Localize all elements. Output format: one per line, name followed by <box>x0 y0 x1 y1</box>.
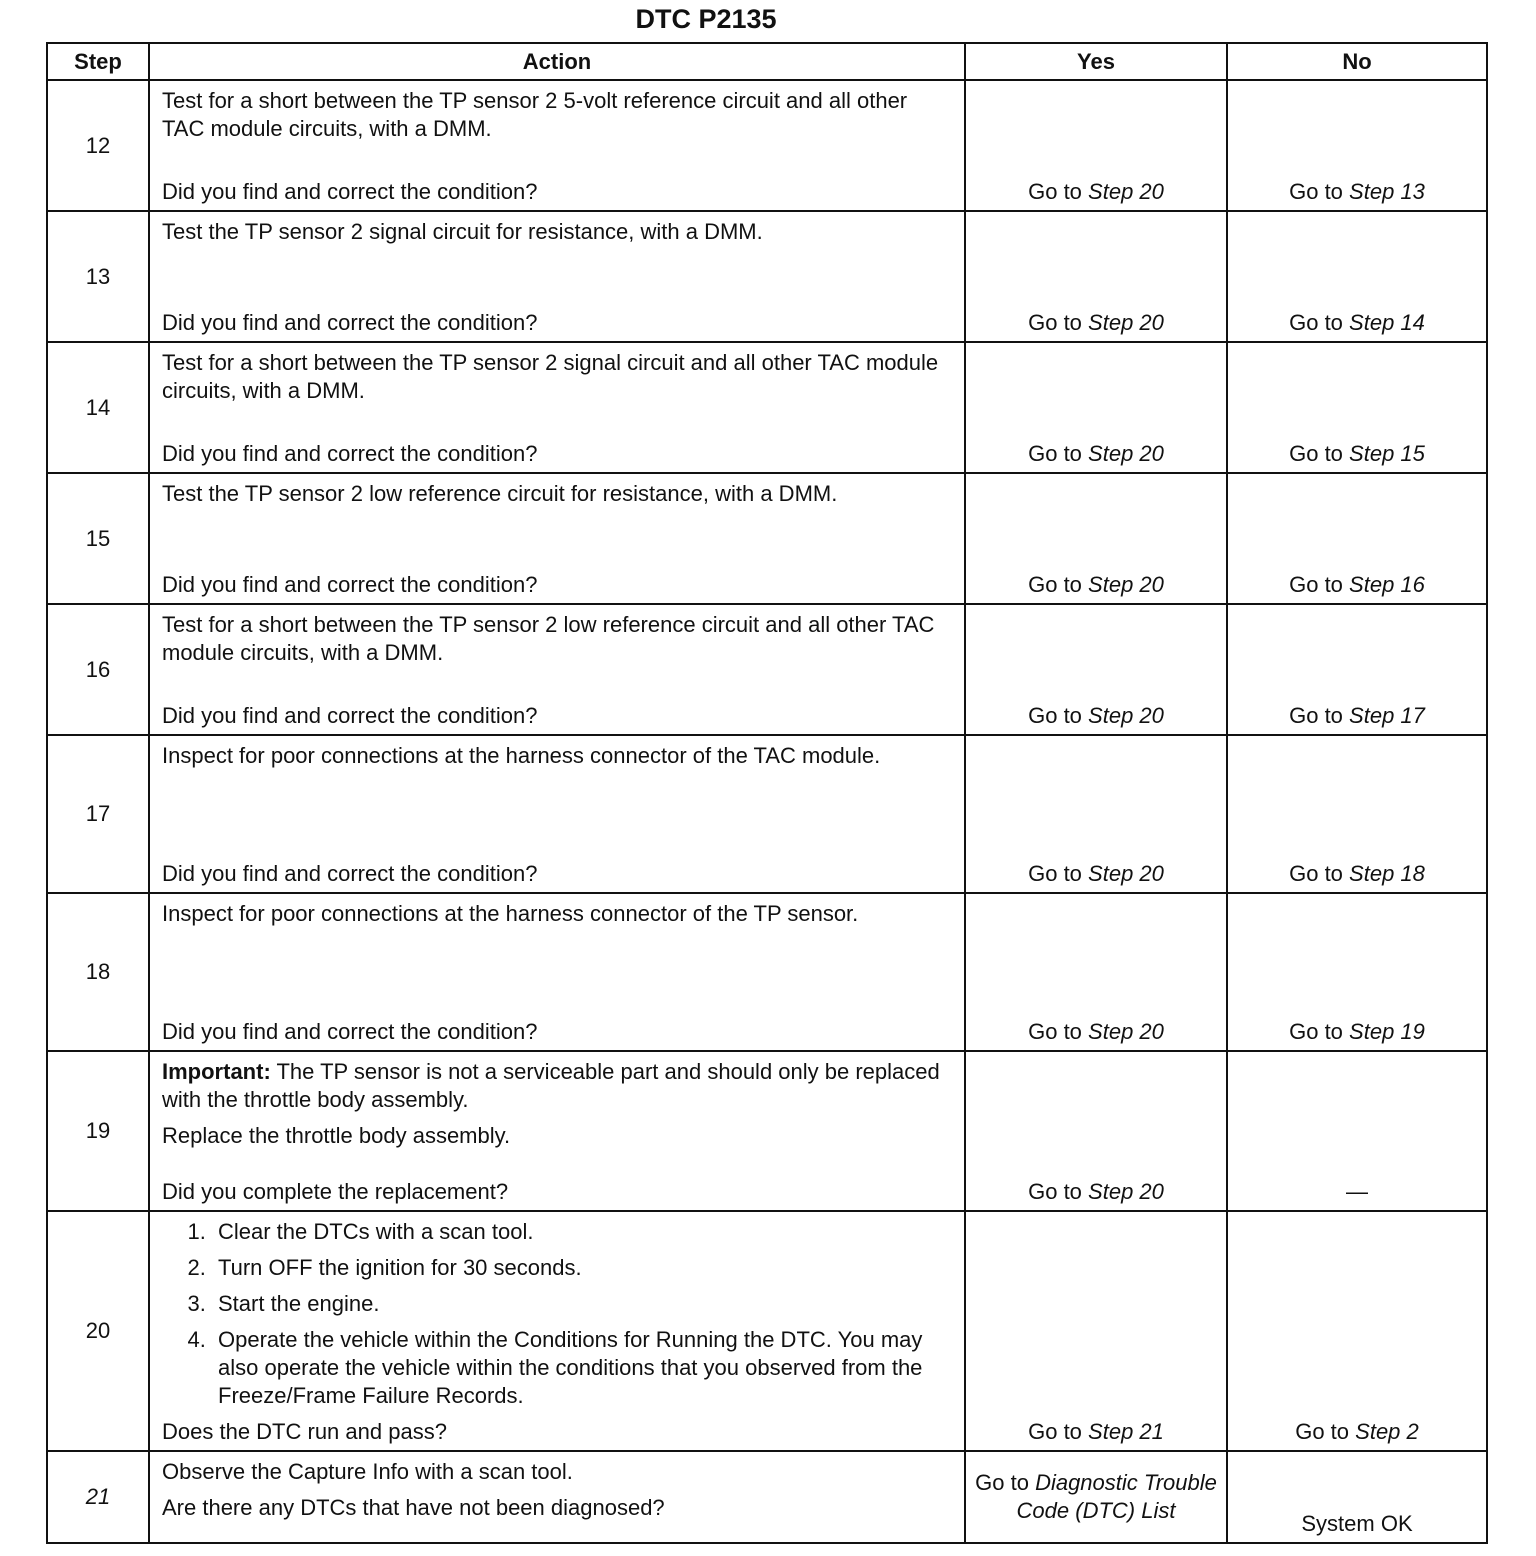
go-to-label: Go to <box>1295 1419 1350 1444</box>
no-target: Step 13 <box>1349 179 1425 204</box>
table-row <box>47 473 1487 604</box>
action-line-1: Observe the Capture Info with a scan tool. <box>162 1459 573 1484</box>
question: Did you find and correct the condition? <box>162 703 538 728</box>
go-to-label: Go to <box>1289 310 1343 335</box>
action-cell <box>149 211 965 342</box>
table-row <box>47 342 1487 473</box>
instruction: Replace the throttle body assembly. <box>162 1123 511 1148</box>
yes-cell <box>965 211 1227 342</box>
no-target: Step 18 <box>1349 861 1425 886</box>
list-item: 1. Clear the DTCs with a scan tool. <box>212 1218 954 1246</box>
yes-target: Step 20 <box>1088 703 1164 728</box>
no-target: Step 15 <box>1349 441 1425 466</box>
header-row <box>47 43 1487 80</box>
no-target: Step 2 <box>1355 1419 1419 1444</box>
action-line-2: Are there any DTCs that have not been diagnosed? <box>162 1495 665 1520</box>
go-to-label: Go to <box>1289 179 1343 204</box>
go-to-label: Go to <box>1028 572 1082 597</box>
step-number: 14 <box>47 342 149 473</box>
go-to-label: Go to <box>1028 441 1082 466</box>
action-text: Inspect for poor connections at the harness connector of the TAC module. <box>162 743 881 768</box>
action-cell <box>149 735 965 893</box>
step-number: 21 <box>47 1451 149 1543</box>
yes-target: Step 20 <box>1088 1019 1164 1044</box>
yes-target: Diagnostic Trouble Code (DTC) List <box>1016 1470 1217 1523</box>
action-cell <box>149 604 965 735</box>
header-action: Action <box>149 43 965 80</box>
no-cell <box>1227 735 1487 893</box>
step-number: 13 <box>47 211 149 342</box>
go-to-label: Go to <box>1028 1019 1082 1044</box>
table-row-19 <box>47 1051 1487 1211</box>
dtc-table <box>46 42 1488 1544</box>
no-cell <box>1227 80 1487 211</box>
important-text: The TP sensor is not a serviceable part and should only be replaced with the throttle body assembly. <box>162 1059 940 1112</box>
go-to-label: Go to <box>1289 861 1343 886</box>
yes-cell <box>965 604 1227 735</box>
action-cell <box>149 1211 965 1451</box>
step-number: 15 <box>47 473 149 604</box>
go-to-label: Go to <box>1289 441 1343 466</box>
no-target: Step 16 <box>1349 572 1425 597</box>
no-cell <box>1227 1211 1487 1451</box>
question: Did you find and correct the condition? <box>162 441 538 466</box>
no-cell <box>1227 342 1487 473</box>
action-text: Inspect for poor connections at the harness connector of the TP sensor. <box>162 901 859 926</box>
no-target: Step 14 <box>1349 310 1425 335</box>
yes-cell <box>965 1451 1227 1543</box>
go-to-label: Go to <box>975 1470 1029 1495</box>
header-step: Step <box>47 43 149 80</box>
yes-target: Step 20 <box>1088 310 1164 335</box>
header-no: No <box>1227 43 1487 80</box>
action-text: Test the TP sensor 2 signal circuit for resistance, with a DMM. <box>162 219 763 244</box>
no-cell <box>1227 473 1487 604</box>
go-to-label: Go to <box>1028 1179 1082 1204</box>
yes-target: Step 20 <box>1088 441 1164 466</box>
action-cell <box>149 1051 965 1211</box>
important-label: Important: <box>162 1059 271 1084</box>
yes-cell <box>965 735 1227 893</box>
go-to-label: Go to <box>1289 572 1343 597</box>
go-to-label: Go to <box>1028 1419 1082 1444</box>
list-item: 3. Start the engine. <box>212 1290 954 1318</box>
action-text: Test for a short between the TP sensor 2 signal circuit and all other TAC module circuits, with a DMM. <box>162 350 939 403</box>
table-row <box>47 604 1487 735</box>
step-number: 17 <box>47 735 149 893</box>
no-target: Step 19 <box>1349 1019 1425 1044</box>
yes-cell <box>965 473 1227 604</box>
step-number: 16 <box>47 604 149 735</box>
no-target: Step 17 <box>1349 703 1425 728</box>
table-row <box>47 893 1487 1051</box>
yes-cell <box>965 342 1227 473</box>
action-cell <box>149 893 965 1051</box>
yes-cell <box>965 1211 1227 1451</box>
question: Did you complete the replacement? <box>162 1179 509 1204</box>
question: Did you find and correct the condition? <box>162 572 538 597</box>
list-item: 2. Turn OFF the ignition for 30 seconds. <box>212 1254 954 1282</box>
action-cell <box>149 80 965 211</box>
yes-cell <box>965 80 1227 211</box>
action-text: Test the TP sensor 2 low reference circuit for resistance, with a DMM. <box>162 481 838 506</box>
step-list <box>162 1218 954 1410</box>
yes-target: Step 20 <box>1088 572 1164 597</box>
step-number: 20 <box>47 1211 149 1451</box>
action-text: Test for a short between the TP sensor 2 5-volt reference circuit and all other TAC module circuits, with a DMM. <box>162 88 908 141</box>
step-number: 18 <box>47 893 149 1051</box>
table-row <box>47 80 1487 211</box>
header-yes: Yes <box>965 43 1227 80</box>
table-row <box>47 735 1487 893</box>
yes-target: Step 21 <box>1088 1419 1164 1444</box>
action-cell <box>149 342 965 473</box>
go-to-label: Go to <box>1289 1019 1343 1044</box>
go-to-label: Go to <box>1028 179 1082 204</box>
no-cell <box>1227 604 1487 735</box>
question: Did you find and correct the condition? <box>162 1019 538 1044</box>
list-item: 4. Operate the vehicle within the Conditions for Running the DTC. You may also operate the vehicle within the conditions that you observed from the Freeze/Frame Failure Records. <box>212 1326 954 1410</box>
yes-cell <box>965 1051 1227 1211</box>
go-to-label: Go to <box>1289 703 1343 728</box>
go-to-label: Go to <box>1028 703 1082 728</box>
step-number: 12 <box>47 80 149 211</box>
step-number: 19 <box>47 1051 149 1211</box>
yes-target: Step 20 <box>1088 1179 1164 1204</box>
table-row-21 <box>47 1451 1487 1543</box>
question: Does the DTC run and pass? <box>162 1419 447 1444</box>
table-row <box>47 211 1487 342</box>
no-cell: System OK <box>1227 1451 1487 1543</box>
yes-target: Step 20 <box>1088 861 1164 886</box>
question: Did you find and correct the condition? <box>162 179 538 204</box>
question: Did you find and correct the condition? <box>162 310 538 335</box>
action-cell <box>149 473 965 604</box>
go-to-label: Go to <box>1028 861 1082 886</box>
action-text: Test for a short between the TP sensor 2 low reference circuit and all other TAC module circuits, with a DMM. <box>162 612 935 665</box>
yes-cell <box>965 893 1227 1051</box>
page-title: DTC P2135 <box>635 4 777 34</box>
table-row-20 <box>47 1211 1487 1451</box>
no-cell: — <box>1227 1051 1487 1211</box>
question: Did you find and correct the condition? <box>162 861 538 886</box>
no-cell <box>1227 893 1487 1051</box>
go-to-label: Go to <box>1028 310 1082 335</box>
action-cell <box>149 1451 965 1543</box>
yes-target: Step 20 <box>1088 179 1164 204</box>
no-cell <box>1227 211 1487 342</box>
